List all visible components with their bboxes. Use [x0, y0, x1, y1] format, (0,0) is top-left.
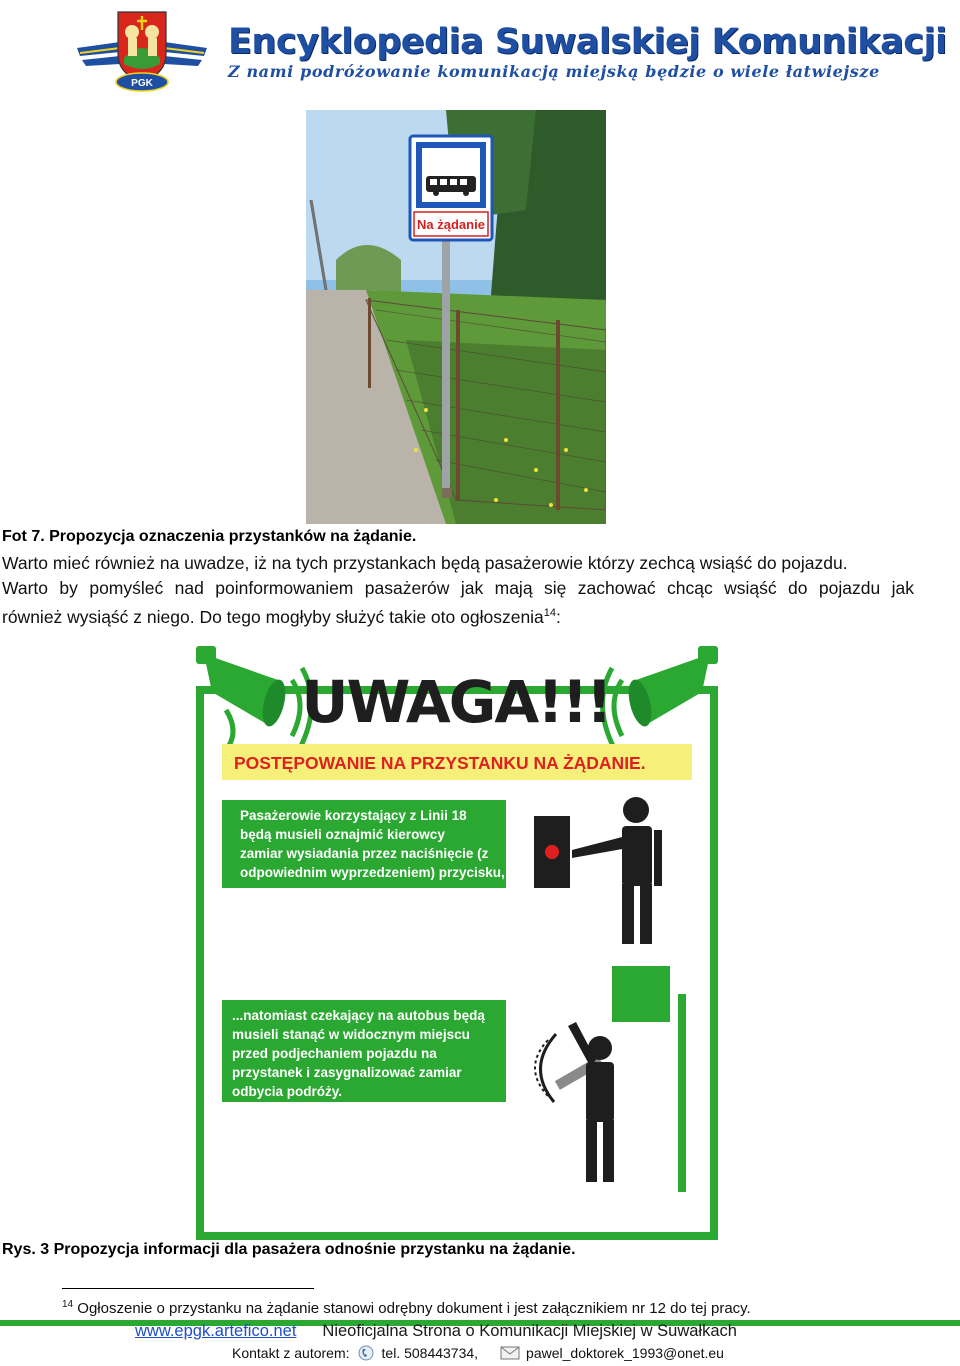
contact-phone: tel. 508443734,: [381, 1345, 479, 1361]
poster-box2-line: odbycia podróży.: [232, 1084, 343, 1099]
poster-box1-line: Pasażerowie korzystający z Linii 18: [240, 808, 467, 823]
contact-email[interactable]: pawel_doktorek_1993@onet.eu: [526, 1345, 724, 1361]
site-title: Encyklopedia Suwalskiej Komunikacji: [228, 22, 947, 62]
footnote-number: 14: [62, 1299, 74, 1310]
poster-box2-line: ...natomiast czekający na autobus będą: [232, 1008, 485, 1023]
figure-caption: Fot 7. Propozycja oznaczenia przystanków na żądanie.: [2, 528, 417, 545]
poster-box1-line: będą musieli oznajmić kierowcy: [240, 827, 445, 842]
figure-caption-poster: Rys. 3 Propozycja informacji dla pasażera odnośnie przystanku na żądanie.: [2, 1241, 576, 1258]
poster-banner: POSTĘPOWANIE NA PRZYSTANKU NA ŻĄDANIE.: [234, 753, 646, 773]
bus-stop-photo: [306, 110, 606, 524]
footnote: [62, 1299, 751, 1317]
logo-text: PGK: [131, 78, 153, 89]
footer-website-link[interactable]: www.epgk.artefico.net: [135, 1322, 297, 1340]
poster-box2-line: przed podjechaniem pojazdu na: [232, 1046, 437, 1061]
poster-box1-line: odpowiednim wyprzedzeniem) przycisku,: [240, 865, 505, 880]
footer-site-name: Nieoficjalna Strona o Komunikacji Miejskiej w Suwałkach: [322, 1322, 737, 1340]
footer-contact-line: [232, 1345, 724, 1361]
footnote-divider: [62, 1288, 314, 1289]
footnote-text: Ogłoszenie o przystanku na żądanie stanowi odrębny dokument i jest załącznikiem nr 12 do tej pracy.: [77, 1300, 751, 1317]
footer-site-line: [135, 1322, 737, 1341]
body-line-text: również wysiąść z niego. Do tego mogłyby służyć takie oto ogłoszenia: [2, 606, 544, 627]
request-stop-poster: [196, 640, 718, 1240]
footnote-reference: 14: [543, 607, 557, 619]
contact-label: Kontakt z autorem:: [232, 1345, 350, 1361]
phone-icon: [356, 1345, 376, 1361]
pgk-logo: [72, 8, 212, 94]
poster-box1-line: zamiar wysiadania przez naciśnięcie (z: [240, 846, 489, 861]
site-subtitle: Z nami podróżowanie komunikacją miejską będzie o wiele łatwiejsze: [228, 62, 880, 81]
poster-box2-line: musieli stanąć w widocznym miejscu: [232, 1027, 470, 1042]
body-line-last: [2, 601, 914, 630]
body-line: Warto by pomyśleć nad poinformowaniem pasażerów jak mają się zachować chcąc wsiąść do pojazdu jak: [2, 578, 914, 598]
body-paragraph: [2, 551, 914, 630]
stop-button-icon: [545, 845, 559, 859]
sign-text: Na żądanie: [417, 217, 485, 232]
body-line: Warto mieć również na uwadze, iż na tych przystankach będą pasażerowie którzy zechcą wsiąść do pojazdu.: [2, 553, 848, 573]
body-line-end: :: [556, 606, 561, 627]
poster-heading: UWAGA!!!: [301, 668, 611, 736]
mail-icon: [500, 1345, 520, 1361]
poster-box2-line: przystanek i zasygnalizować zamiar: [232, 1065, 462, 1080]
